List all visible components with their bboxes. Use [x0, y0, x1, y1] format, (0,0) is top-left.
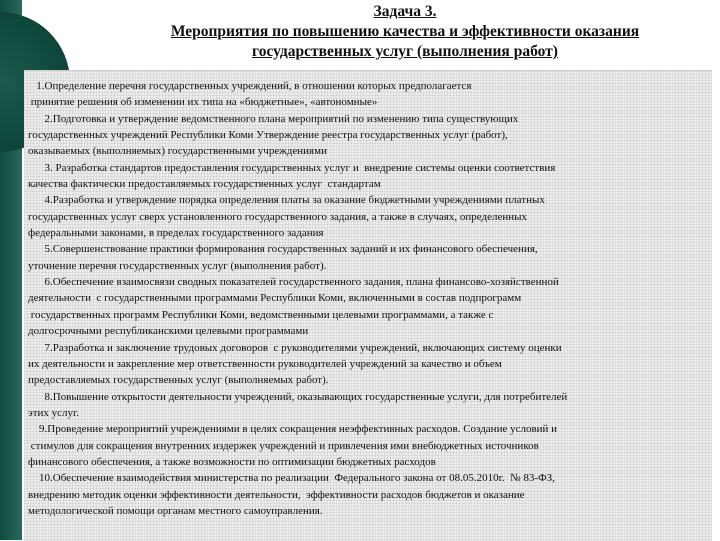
title-line-1: Задача 3.	[373, 3, 437, 20]
text-line: федеральными законами, в пределах государственного задания	[28, 227, 324, 240]
text-line: государственных программ Республики Коми, ведомственными целевыми программами, а также с	[28, 308, 494, 321]
text-line: методологической помощи органам местного самоуправления.	[28, 504, 323, 517]
text-line: внедрению методик оценки эффективности деятельности, эффективности расходов бюджетов и оказание	[28, 488, 525, 501]
text-line: оказываемых (выполняемых) государственными учреждениями	[28, 145, 327, 158]
text-line: 4.Разработка и утверждение порядка определения платы за оказание бюджетными учреждениями платных	[28, 194, 545, 207]
item-2	[28, 111, 708, 160]
title-line-2: Мероприятия по повышению качества и эффективности оказания	[170, 23, 640, 40]
item-4	[28, 192, 708, 241]
measures-list	[28, 78, 708, 519]
item-5	[28, 241, 708, 274]
text-line: государственных услуг сверх установленного государственного задания, а также в случаях, определенных	[28, 210, 528, 223]
item-9	[28, 421, 708, 470]
text-line: 5.Совершенствование практики формирования государственных заданий и их финансового обеспечения,	[28, 243, 538, 256]
item-3	[28, 160, 708, 193]
item-10	[28, 470, 708, 519]
text-line: 10.Обеспечение взаимодействия министерства по реализации Федерального закона от 08.05.2010г. № 83-ФЗ,	[28, 472, 555, 485]
text-line: 8.Повышение открытости деятельности учреждений, оказывающих государственные услуги, для потребителей	[28, 390, 568, 403]
text-line: принятие решения об изменении их типа на «бюджетные», «автономные»	[28, 96, 378, 109]
text-line: 9.Проведение мероприятий учреждениями в целях сокращения неэффективных расходов. Создание условий и	[28, 423, 558, 436]
text-line: государственных учреждений Республики Коми Утверждение реестра государственных услуг (работ),	[28, 129, 508, 142]
slide-title	[110, 2, 700, 62]
item-6	[28, 274, 708, 339]
text-line: финансового обеспечения, а также возможности по оптимизации бюджетных расходов	[28, 455, 436, 468]
text-line: 6.Обеспечение взаимосвязи сводных показателей государственного задания, плана финансово-хозяйственной	[28, 276, 559, 289]
text-line: уточнение перечня государственных услуг (выполнения работ).	[28, 259, 327, 272]
text-line: этих услуг.	[28, 406, 80, 419]
title-line-3: государственных услуг (выполнения работ)	[252, 43, 558, 60]
text-line: 1.Определение перечня государственных учреждений, в отношении которых предполагается	[28, 80, 472, 92]
text-line: 2.Подготовка и утверждение ведомственного плана мероприятий по изменению типа существующих	[28, 112, 519, 125]
text-line: 3. Разработка стандартов предоставления государственных услуг и внедрение системы оценки соответствия	[28, 161, 556, 174]
text-line: стимулов для сокращения внутренних издержек учреждений и привлечения ими внебюджетных источников	[28, 439, 539, 452]
text-line: долгосрочными республиканскими целевыми программами	[28, 325, 309, 338]
text-line: предоставляемых государственных услуг (выполняемых работ).	[28, 374, 329, 387]
item-7	[28, 340, 708, 389]
text-line: качества фактически предоставляемых государственных услуг стандартам	[28, 178, 381, 191]
text-line: их деятельности и закрепление мер ответственности руководителей учреждений за качество и объем	[28, 357, 502, 370]
item-1	[28, 78, 708, 111]
text-line: 7.Разработка и заключение трудовых договоров с руководителями учреждений, включающих систему оценки	[28, 341, 562, 354]
item-8	[28, 389, 708, 422]
text-line: деятельности с государственными программами Республики Коми, включенными в состав подпрограмм	[28, 292, 522, 305]
